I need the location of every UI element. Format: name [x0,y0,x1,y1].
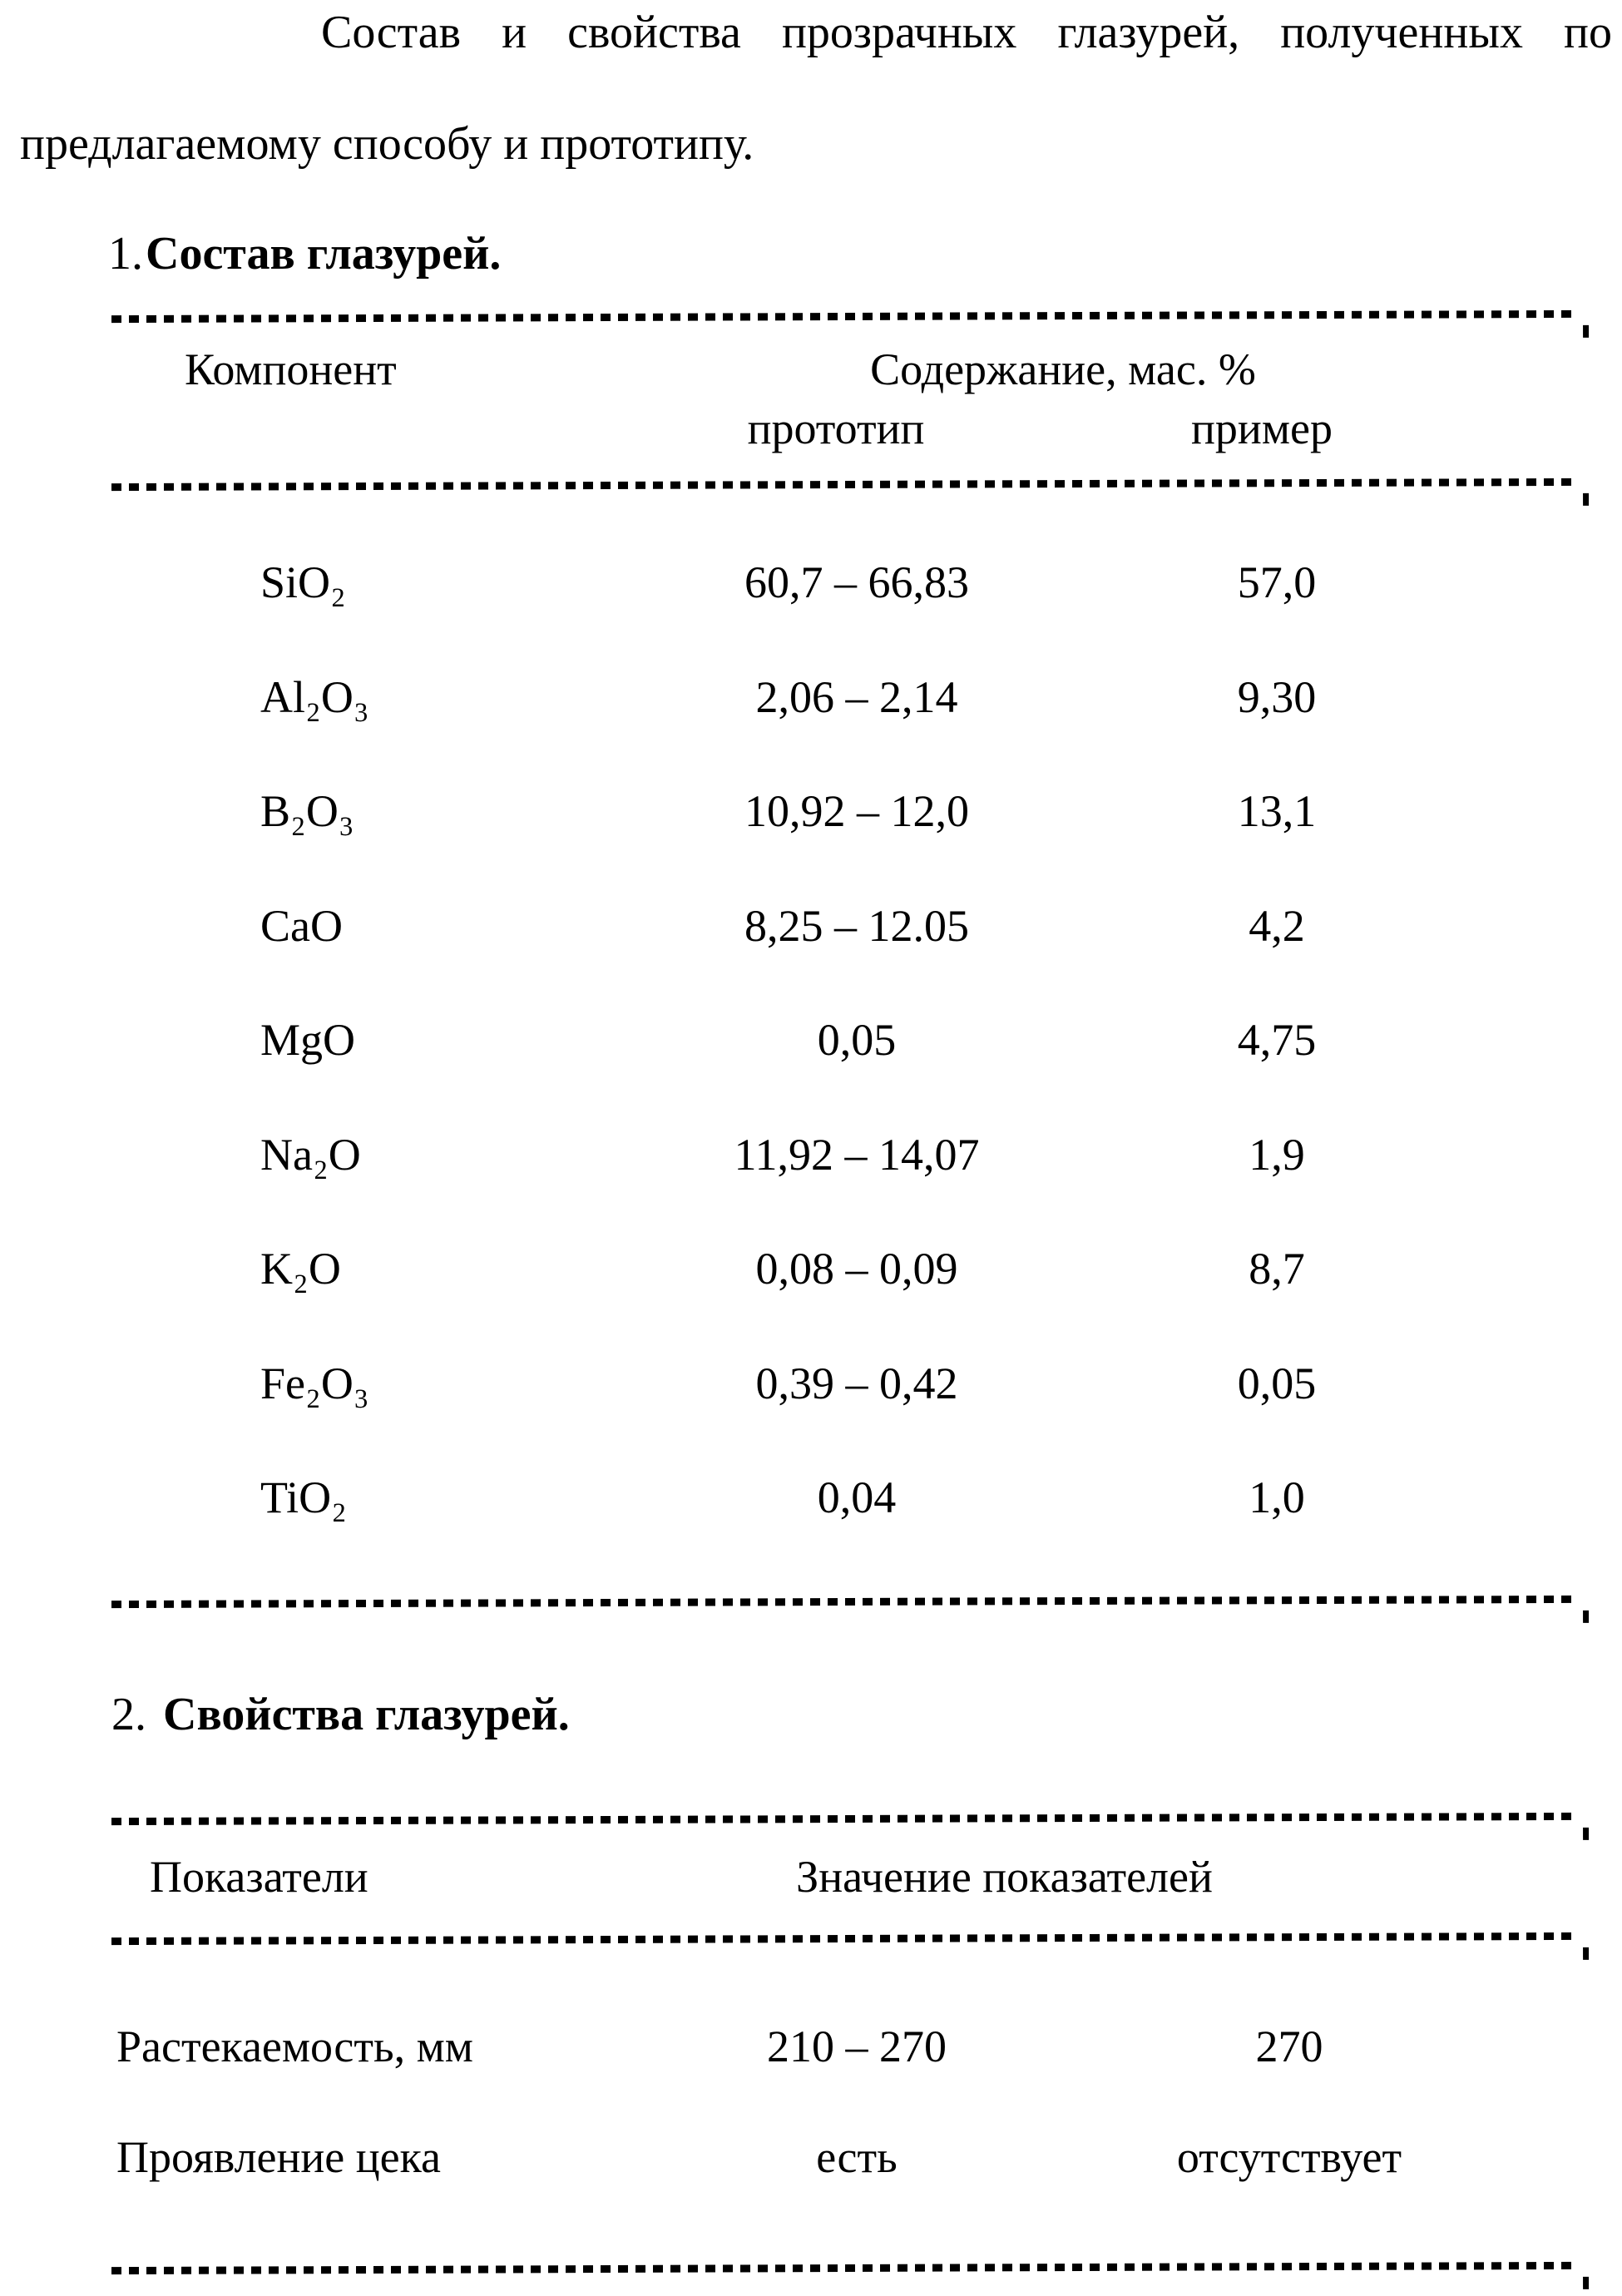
table-row [0,1242,1622,1357]
table-row [0,1357,1622,1472]
section-title: Состав глазурей. [146,228,502,280]
section-heading-composition [108,226,501,282]
example-value: 13,1 [1237,786,1317,836]
dashed-divider [111,2262,1577,2274]
component-formula: Al₂O₃ [260,671,369,722]
dashed-divider [111,1596,1577,1608]
prototype-value: 11,92 – 14,07 [734,1129,980,1180]
column-header-prototype: прототип [747,403,925,453]
column-header-content: Содержание, мас. % [870,344,1256,394]
prototype-value: 2,06 – 2,14 [755,671,958,722]
section-heading-properties [111,1687,570,1743]
component-formula: Na₂O [260,1129,361,1180]
column-header-example: пример [1191,403,1333,453]
example-value: 57,0 [1237,557,1317,607]
intro-line-2: предлагаемому способу и прототипу. [20,118,754,170]
component-formula: CaO [260,900,343,951]
prototype-value: 210 – 270 [767,2021,947,2071]
example-value: 8,7 [1249,1244,1305,1294]
table-row [0,899,1622,1014]
properties-table [0,2020,1622,2241]
table-row [0,1471,1622,1586]
dashed-divider [111,1813,1577,1825]
prototype-value: 0,08 – 0,09 [755,1244,958,1294]
section-number: 1. [108,228,143,280]
prototype-value: 0,04 [817,1472,897,1522]
component-formula: MgO [260,1015,356,1065]
table-row [0,556,1622,670]
table-row [0,2020,1622,2130]
dashed-divider [111,478,1577,491]
table-row [0,1128,1622,1243]
dashed-divider [111,1932,1577,1945]
prototype-value: 8,25 – 12.05 [744,900,969,951]
property-name: Проявление цека [116,2132,442,2182]
component-formula: Fe₂O₃ [260,1358,369,1408]
column-header-component: Компонент [185,344,397,394]
component-formula: SiO₂ [260,557,346,607]
prototype-value: 60,7 – 66,83 [744,557,969,607]
table-row [0,1013,1622,1128]
example-value: 270 [1255,2021,1323,2071]
intro-line-1: Состав и свойства прозрачных глазурей, полученных по [321,7,1612,58]
section-number: 2. [111,1689,146,1740]
component-formula: K₂O [260,1244,341,1294]
property-name: Растекаемость, мм [116,2021,473,2071]
table-row [0,784,1622,899]
example-value: 4,75 [1237,1015,1317,1065]
example-value: 1,0 [1249,1472,1305,1522]
column-header-values: Значение показателей [796,1852,1213,1902]
prototype-value: есть [816,2132,898,2182]
component-formula: TiO₂ [260,1472,347,1522]
table-row [0,670,1622,785]
composition-table [0,556,1622,1586]
prototype-value: 0,05 [817,1015,897,1065]
section-title: Свойства глазурей. [163,1689,570,1740]
example-value: отсутствует [1176,2132,1402,2182]
dashed-divider [111,310,1577,323]
column-header-indicators: Показатели [150,1852,368,1902]
example-value: 4,2 [1249,900,1305,951]
prototype-value: 0,39 – 0,42 [755,1358,958,1408]
component-formula: B₂O₃ [260,786,354,836]
example-value: 0,05 [1237,1358,1317,1408]
table-row [0,2130,1622,2241]
example-value: 1,9 [1249,1129,1305,1180]
prototype-value: 10,92 – 12,0 [744,786,969,836]
example-value: 9,30 [1237,671,1317,722]
